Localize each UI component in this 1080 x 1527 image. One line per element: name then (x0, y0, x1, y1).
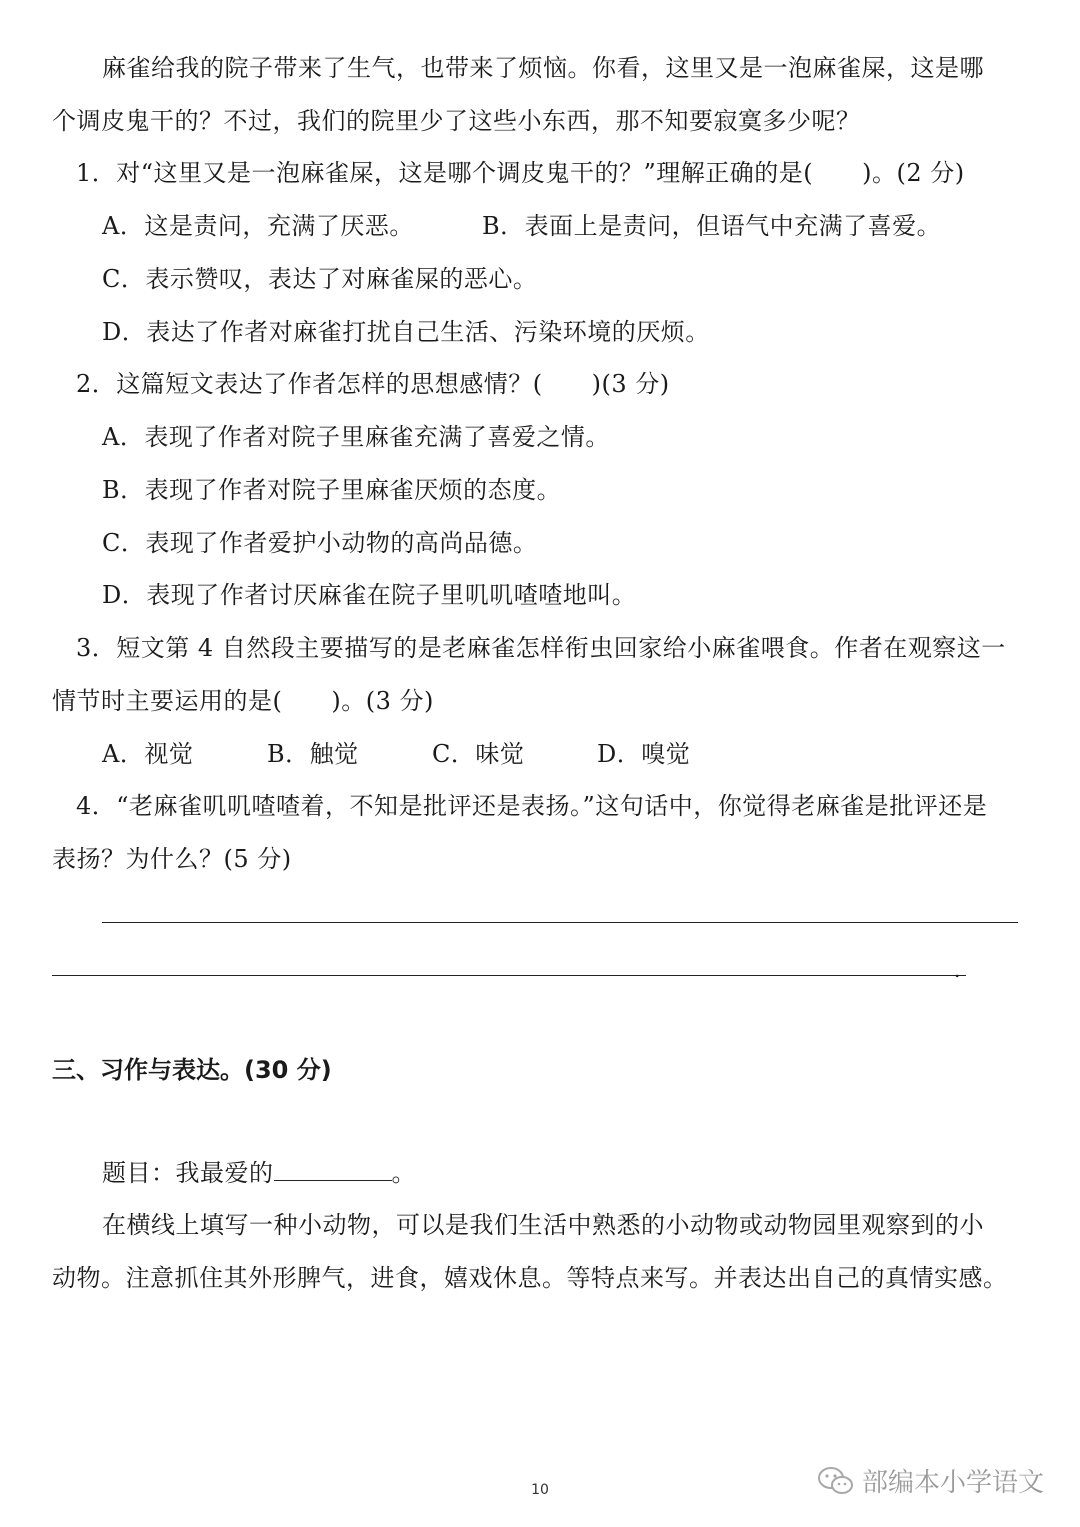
composition-title (102, 1156, 416, 1189)
question-3-option-d: D．嗅觉 (597, 740, 691, 768)
passage-line-1: 麻雀给我的院子带来了生气，也带来了烦恼。你看，这里又是一泡麻雀屎，这是哪 (102, 54, 984, 82)
question-2-option-c: C．表现了作者爱护小动物的高尚品德。 (102, 529, 538, 557)
question-4-stem-1: 4．“老麻雀叽叽喳喳着，不知是批评还是表扬。”这句话中，你觉得老麻雀是批评还是 (76, 792, 988, 820)
watermark-text: 部编本小学语文 (862, 1468, 1045, 1498)
composition-instruction-1: 在横线上填写一种小动物，可以是我们生活中熟悉的小动物或动物园里观察到的小 (102, 1211, 984, 1239)
watermark (818, 1462, 1044, 1499)
answer-line-1[interactable] (102, 922, 1018, 923)
question-2-option-b: B．表现了作者对院子里麻雀厌烦的态度。 (102, 476, 562, 504)
question-3-stem-1: 3．短文第 4 自然段主要描写的是老麻雀怎样衔虫回家给小麻雀喂食。作者在观察这一 (76, 634, 1006, 662)
question-1-option-d: D．表达了作者对麻雀打扰自己生活、污染环境的厌烦。 (102, 318, 710, 346)
question-2-stem: 2．这篇短文表达了作者怎样的思想感情？( )(3 分) (76, 370, 670, 398)
question-1-option-a: A．这是责问，充满了厌恶。 (102, 212, 414, 240)
question-3-stem-2: 情节时主要运用的是( )。(3 分) (52, 687, 434, 715)
composition-title-suffix: 。 (391, 1159, 416, 1187)
question-2-option-a: A．表现了作者对院子里麻雀充满了喜爱之情。 (102, 423, 610, 451)
composition-title-blank[interactable] (274, 1156, 392, 1181)
question-3-option-a: A．视觉 (102, 740, 194, 768)
question-1-option-c: C．表示赞叹，表达了对麻雀屎的恶心。 (102, 265, 538, 293)
section-3-heading: 三、习作与表达。(30 分) (52, 1056, 332, 1084)
passage-line-2: 个调皮鬼干的？不过，我们的院里少了这些小东西，那不知要寂寞多少呢？ (52, 107, 861, 135)
answer-line-2[interactable] (52, 975, 966, 976)
answer-end-mark: . (954, 958, 961, 982)
page-number: 10 (531, 1482, 549, 1498)
question-2-option-d: D．表现了作者讨厌麻雀在院子里叽叽喳喳地叫。 (102, 581, 637, 609)
question-1-option-b: B．表面上是责问，但语气中充满了喜爱。 (482, 212, 942, 240)
composition-title-prefix: 题目：我最爱的 (102, 1159, 274, 1187)
question-4-stem-2: 表扬？为什么？(5 分) (52, 845, 292, 873)
question-3-option-b: B．触觉 (267, 740, 359, 768)
composition-instruction-2: 动物。注意抓住其外形脾气，进食，嬉戏休息。等特点来写。并表达出自己的真情实感。 (52, 1264, 1008, 1292)
wechat-icon (818, 1466, 854, 1496)
question-3-option-c: C．味觉 (432, 740, 525, 768)
question-1-stem: 1．对“这里又是一泡麻雀屎，这是哪个调皮鬼干的？”理解正确的是( )。(2 分) (76, 159, 965, 187)
